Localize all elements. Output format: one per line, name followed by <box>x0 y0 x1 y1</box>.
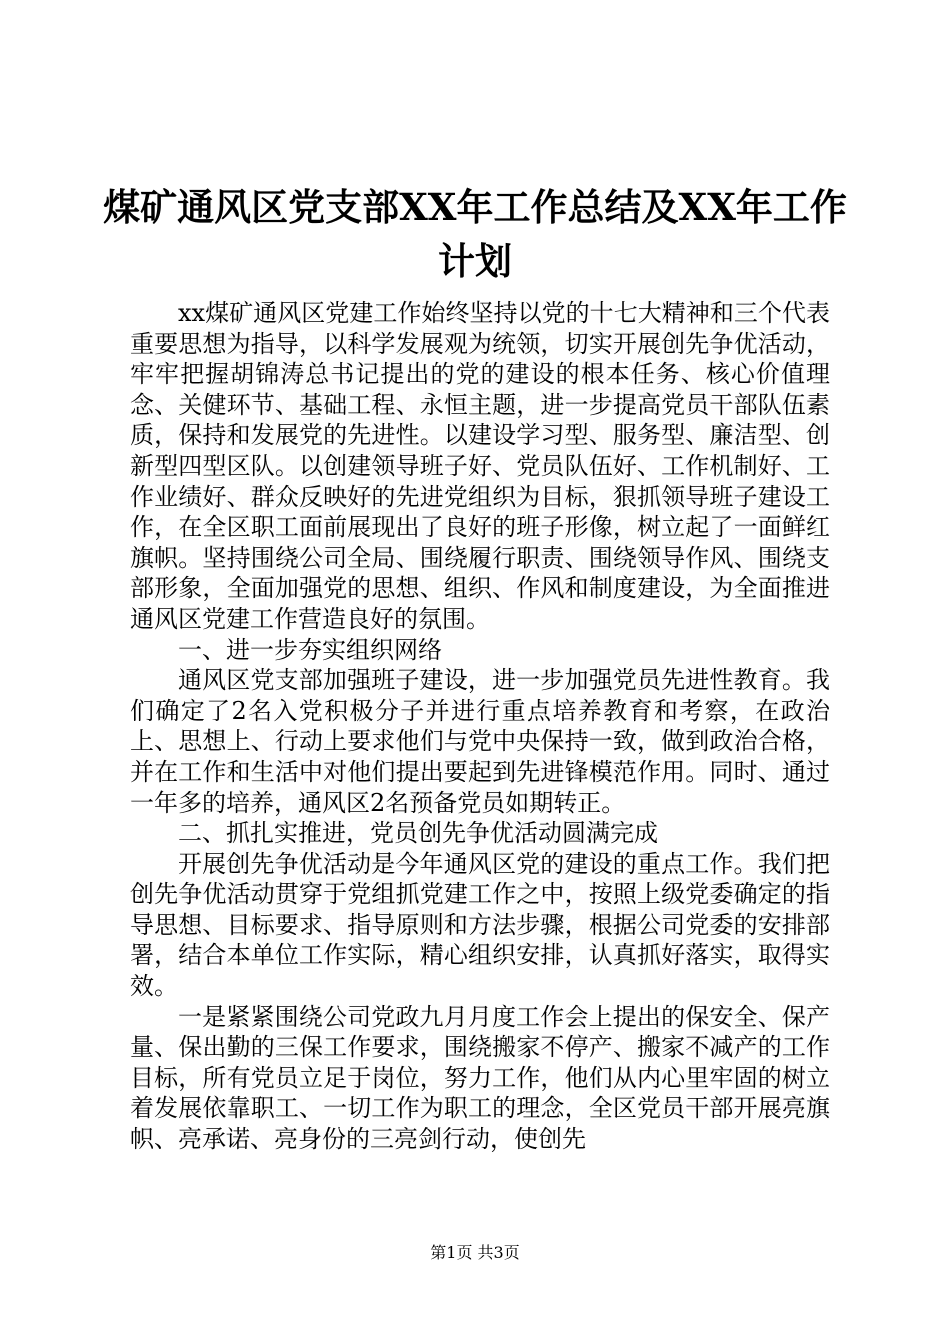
page-footer: 第1页 共3页 <box>430 1243 520 1262</box>
document-title <box>100 180 850 288</box>
section-heading-2: 二、抓扎实推进，党员创先争优活动圆满完成 <box>178 819 658 848</box>
paragraph-section-1: 通风区党支部加强班子建设，进一步加强党员先进性教育。我们确定了2名入党积极分子并进行重点培养教育和考察，在政治上、思想上、行动上要求他们与党中央保持一致，做到政治合格，并在工作和生活中对他们提出要起到先进锋模范作用。同时、通过一年多的培养，通风区2名预备党员如期转正。 <box>130 666 830 817</box>
paragraph-intro: xx煤矿通风区党建工作始终坚持以党的十七大精神和三个代表重要思想为指导，以科学发展观为统领，切实开展创先争优活动，牢牢把握胡锦涛总书记提出的党的建设的根本任务、核心价值理念、关健环节、基础工程、永恒主题，进一步提高党员干部队伍素质，保持和发展党的先进性。以建设学习型、服务型、廉洁型、创新型四型区队。以创建领导班子好、党员队伍好、工作机制好、工作业绩好、群众反映好的先进党组织为目标，狠抓领导班子建设工作，在全区职工面前展现出了良好的班子形像，树立起了一面鲜红旗帜。坚持围绕公司全局、围绕履行职责、围绕领导作风、围绕支部形象，全面加强党的思想、组织、作风和制度建设，为全面推进通风区党建工作营造良好的氛围。 <box>130 299 830 633</box>
title-line-2: 计划 <box>438 239 512 283</box>
document-body <box>130 298 830 1155</box>
title-line-1: 煤矿通风区党支部XX年工作总结及XX年工作 <box>103 185 847 229</box>
section-heading-1: 一、进一步夯实组织网络 <box>178 635 442 664</box>
paragraph-section-2: 开展创先争优活动是今年通风区党的建设的重点工作。我们把创先争优活动贯穿于党组抓党建工作之中，按照上级党委确定的指导思想、目标要求、指导原则和方法步骤，根据公司党委的安排部署，结合本单位工作实际，精心组织安排，认真抓好落实，取得实效。 <box>130 849 830 1001</box>
paragraph-point-1: 一是紧紧围绕公司党政九月月度工作会上提出的保安全、保产量、保出勤的三保工作要求，围绕搬家不停产、搬家不减产的工作目标，所有党员立足于岗位，努力工作，他们从内心里牢固的树立着发展依靠职工、一切工作为职工的理念，全区党员干部开展亮旗帜、亮承诺、亮身份的三亮剑行动，使创先 <box>130 1002 830 1154</box>
